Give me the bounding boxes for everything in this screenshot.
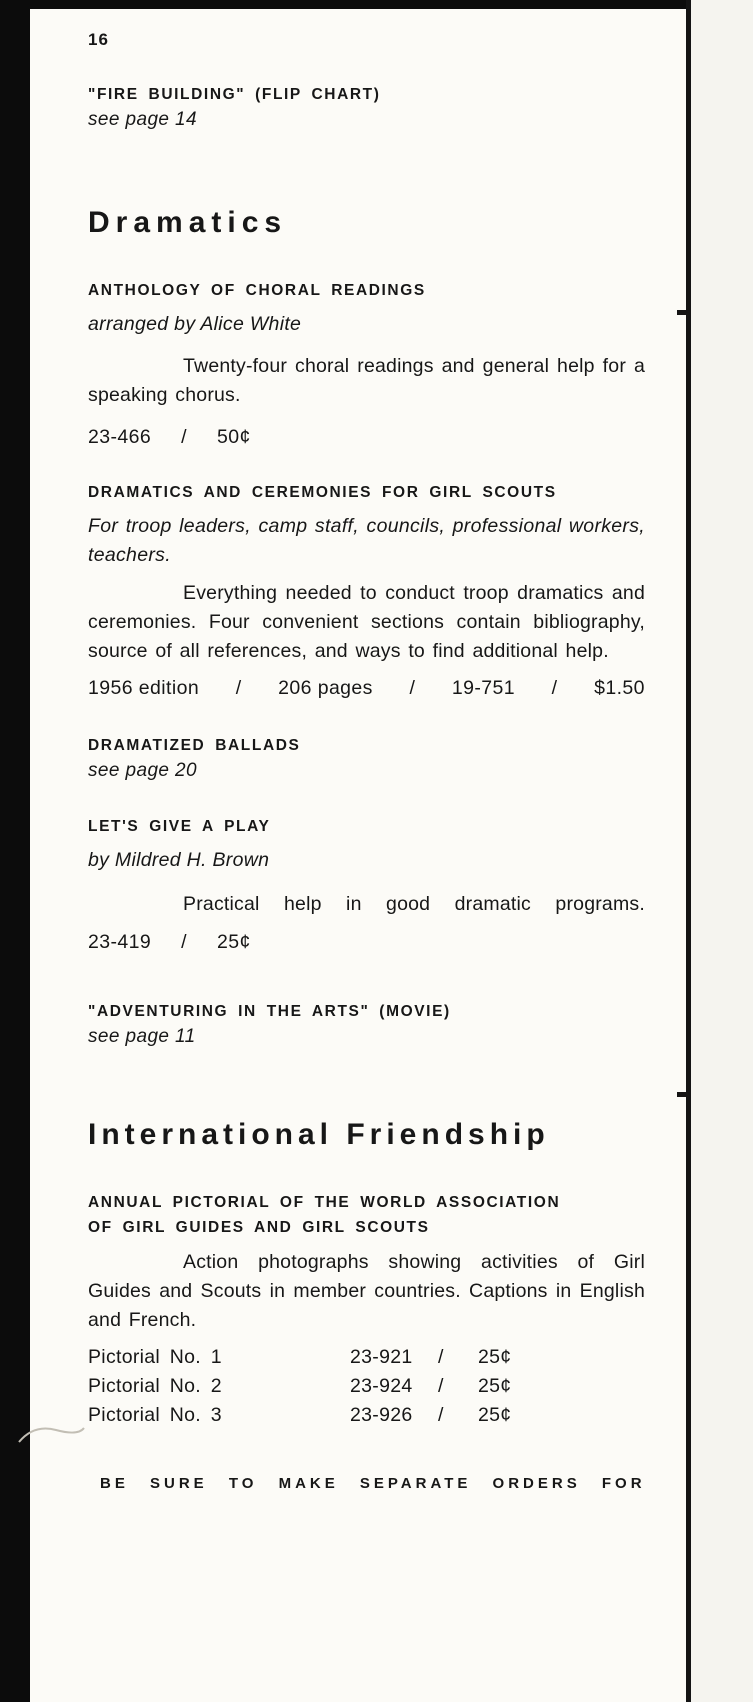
catalog-entry-fire-building [88, 84, 645, 132]
scan-edge-right-line [686, 0, 691, 1702]
catalog-number: 23-466 [88, 426, 152, 448]
scan-artifact-tick [677, 1092, 687, 1097]
entry-title: "FIRE BUILDING" (FLIP CHART) [88, 86, 381, 103]
separator-slash: / [438, 1404, 444, 1426]
order-line [88, 676, 645, 700]
separator-slash: / [181, 931, 187, 953]
catalog-number: 19-751 [451, 677, 516, 699]
section-heading-dramatics: Dramatics [88, 206, 288, 239]
pictorial-price-table [88, 1343, 645, 1430]
see-page-reference: see page 20 [88, 760, 197, 781]
entry-description: Everything needed to conduct troop dramatics and ceremonies. Four convenient sections contain bibliography, source of all references, and ways to find additional help. [88, 582, 645, 662]
separator-slash: / [235, 677, 242, 699]
see-page-reference: see page 14 [88, 109, 197, 130]
pictorial-label: Pictorial No. 2 [88, 1375, 222, 1397]
entry-title: LET'S GIVE A PLAY [88, 818, 271, 835]
catalog-entry-adventuring [88, 1001, 645, 1049]
entry-byline: by Mildred H. Brown [88, 849, 270, 871]
separator-slash: / [181, 426, 187, 448]
scan-right-margin [691, 0, 753, 1702]
see-page-reference: see page 11 [88, 1026, 196, 1047]
entry-title [88, 1190, 645, 1240]
catalog-entry-lets-give-a-play [88, 816, 645, 954]
separator-slash: / [438, 1346, 444, 1368]
catalog-entry-ceremonies [88, 482, 645, 700]
order-line [88, 930, 645, 954]
price: 25¢ [478, 1346, 512, 1368]
separator-slash: / [438, 1375, 444, 1397]
entry-title-line-2: OF GIRL GUIDES AND GIRL SCOUTS [88, 1219, 430, 1236]
price: $1.50 [594, 677, 645, 699]
edition: 1956 edition [88, 677, 200, 699]
price: 50¢ [216, 426, 251, 448]
entry-description: Practical help in good dramatic programs. [183, 893, 645, 915]
entry-title: DRAMATICS AND CEREMONIES FOR GIRL SCOUTS [88, 484, 557, 501]
catalog-entry-ballads [88, 735, 645, 783]
price: 25¢ [478, 1375, 512, 1397]
page-content [88, 0, 645, 1492]
entry-title: DRAMATIZED BALLADS [88, 737, 301, 754]
separator-slash: / [409, 677, 416, 699]
entry-byline: For troop leaders, camp staff, councils, professional workers, teachers. [88, 515, 645, 566]
catalog-number: 23-924 [350, 1375, 413, 1397]
catalog-number: 23-921 [350, 1346, 413, 1368]
separator-slash: / [551, 677, 558, 699]
entry-title: ANTHOLOGY OF CHORAL READINGS [88, 282, 426, 299]
page-number: 16 [88, 30, 109, 49]
pencil-mark-artifact [16, 1420, 88, 1450]
price: 25¢ [216, 931, 251, 953]
entry-title: "ADVENTURING IN THE ARTS" (MOVIE) [88, 1003, 451, 1020]
catalog-entry-anthology [88, 280, 645, 449]
entry-description: Action photographs showing activities of Girl Guides and Scouts in member countries. Captions in English and French. [88, 1251, 645, 1331]
catalog-number: 23-419 [88, 931, 152, 953]
order-line [88, 425, 645, 449]
price: 25¢ [478, 1404, 512, 1426]
pictorial-label: Pictorial No. 1 [88, 1346, 222, 1368]
scan-artifact-tick [677, 310, 687, 315]
catalog-entry-annual-pictorial [88, 1190, 645, 1430]
entry-title-line-1: ANNUAL PICTORIAL OF THE WORLD ASSOCIATION [88, 1194, 561, 1211]
pictorial-label: Pictorial No. 3 [88, 1404, 222, 1426]
entry-byline: arranged by Alice White [88, 313, 302, 335]
entry-description: Twenty-four choral readings and general help for a speaking chorus. [88, 355, 645, 406]
catalog-number: 23-926 [350, 1404, 413, 1426]
page-count: 206 pages [278, 677, 373, 699]
section-heading-international-friendship: International Friendship [88, 1118, 550, 1151]
footer-note: BE SURE TO MAKE SEPARATE ORDERS FOR [100, 1475, 646, 1492]
